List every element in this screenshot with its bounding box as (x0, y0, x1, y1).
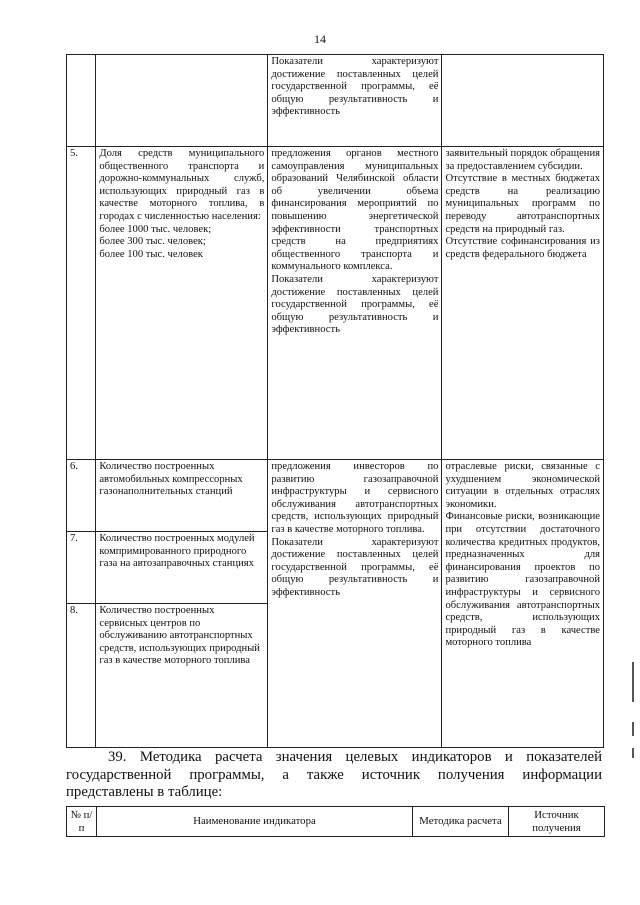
cell-factors: Показатели характеризуют достижение поставленных целей государственной программы, её общую результативность и эффективность (268, 55, 442, 147)
risks-text: Отсутствие в местных бюджетах средств на реализацию муниципальных программ по переводу автотранспортных средств на природный газ. (445, 173, 600, 235)
factors-text: Показатели характеризуют достижение поставленных целей государственной программы, её общую результативность и эффективность (271, 273, 439, 336)
header-name: Наименование индикатора (97, 807, 413, 837)
cell-num (67, 55, 96, 147)
page-number: 14 (314, 32, 326, 46)
cell-factors (268, 147, 442, 460)
table-row (67, 147, 604, 460)
row-number: 7. (67, 532, 96, 604)
indicator-text: более 1000 тыс. человек; (99, 223, 212, 235)
row-number: 8. (67, 604, 96, 748)
indicator-text: Доля средств муниципального общественного транспорта и дорожно-коммунальных служб, использующих природный газ в качестве моторного топлива, в городах с численностью населения: (99, 148, 265, 222)
risks-text: отраслевые риски, связанные с ухудшением экономической ситуации в отдельных отраслях экономики. (445, 461, 600, 510)
row-number: 5. (67, 147, 96, 460)
methodology-table (66, 806, 605, 837)
cell-indicator: Количество построенных модулей компримированного природного газа на автозаправочных станциях (96, 532, 268, 604)
factors-text: предложения инвесторов по развитию газозаправочной инфраструктуры и сервисного обслуживания автотранспортных средств, использующих природный газ в качестве моторного топлива. (271, 461, 439, 535)
cell-indicator: Количество построенных автомобильных компрессорных газонаполнительных станций (96, 460, 268, 532)
cell-factors (268, 460, 442, 748)
header-method: Методика расчета (413, 807, 509, 837)
risks-text: заявительный порядок обращения за предоставлением субсидии. (445, 148, 600, 172)
factors-text: Показатели характеризуют достижение поставленных целей государственной программы, её общую результативность и эффективность (271, 536, 439, 598)
indicator-text: более 100 тыс. человек (99, 248, 203, 260)
cell-indicator (96, 55, 268, 147)
table-row (67, 55, 604, 147)
cell-risks (442, 147, 604, 460)
cell-indicator: Количество построенных сервисных центров по обслуживанию автотранспортных средств, использующих природный газ в качестве моторного топлива (96, 604, 268, 748)
indicator-text: более 300 тыс. человек; (99, 236, 206, 248)
scan-edge-mark (632, 748, 634, 758)
risks-text: Отсутствие софинансирования из средств федерального бюджета (445, 236, 600, 260)
risks-text: Финансовые риски, возникающие при отсутствии достаточного количества кредитных продуктов, предназначенных для финансирования проектов по развитию газозаправочной инфраструктуры и сервисного обслуживания автотранспортных средств, использующих природный газ в качестве моторного топлива (445, 511, 600, 649)
header-source: Источник получения (509, 807, 605, 837)
indicators-table (66, 54, 604, 748)
factors-text: предложения органов местного самоуправления муниципальных образований Челябинской области об увеличении объема финансирования мероприятий по повышению энергетической эффективности транспортных средств на предприятиях общественного транспорта и коммунального комплекса. (271, 148, 439, 273)
table-row (67, 460, 604, 532)
scan-edge-mark (632, 662, 634, 702)
table-header-row (67, 807, 605, 837)
cell-risks (442, 55, 604, 147)
paragraph-39: 39. Методика расчета значения целевых индикаторов и показателей государственной программы, а также источник получения информации представлены в таблице: (66, 749, 602, 801)
header-num: № п/п (67, 807, 97, 837)
cell-indicator (96, 147, 268, 460)
cell-risks (442, 460, 604, 748)
row-number: 6. (67, 460, 96, 532)
scan-edge-mark (632, 722, 634, 736)
